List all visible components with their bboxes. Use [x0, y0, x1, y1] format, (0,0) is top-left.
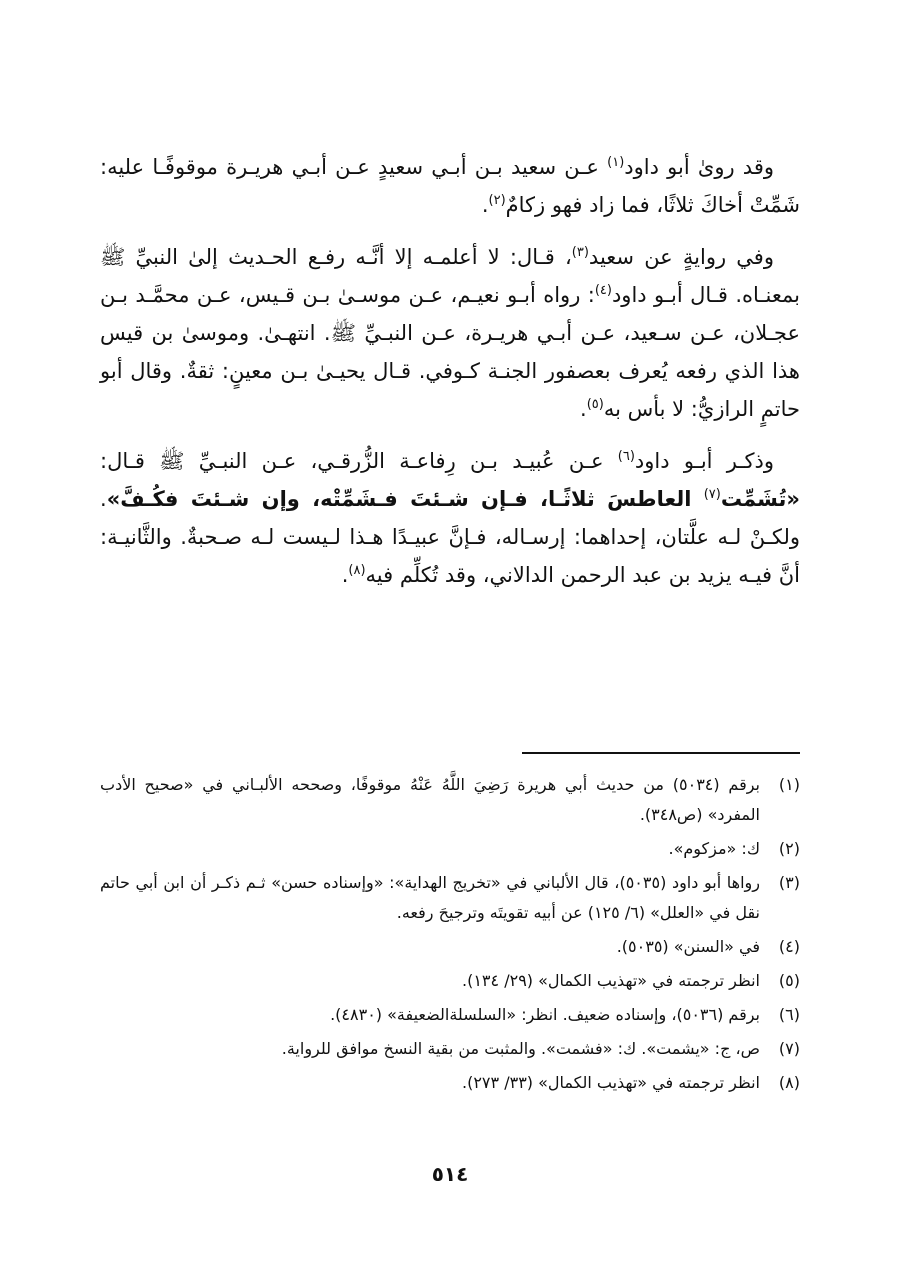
footnote-text: ك: «مزكوم».	[668, 839, 760, 858]
footnote-text: رواها أبو داود (٥٠٣٥)، قال الألباني في «تخريج الهداية»: «وإسناده حسن» ثـم ذكـر أن ابن أبي حاتم نقل في «العلل» (٦/ ١٢٥) عن أبيه تقويتَه وترجيحَ رفعه.	[100, 873, 761, 922]
footnote-number: (٤)	[778, 937, 800, 956]
footnote	[100, 868, 800, 928]
text-run: .	[341, 563, 349, 587]
footnote-ref[interactable]: (٧)	[703, 487, 721, 502]
footnote-text: ص، ج: «يشمت». ك: «فشمت». والمثبت من بقية النسخ موافق للرواية.	[281, 1039, 760, 1058]
footnote	[100, 770, 800, 830]
footnote-number: (٨)	[778, 1073, 800, 1092]
hadith-quote: «تُشَمِّت	[720, 487, 800, 511]
text-run: وفي روايةٍ عن سعيد	[588, 245, 774, 269]
text-run: عـن سعيد بـن أبـي سعيدٍ عـن أبـي هريـرة موقوفًـا عليه: شَمِّتْ أخاكَ ثلاثًا، فما زاد فهو زكامٌ	[100, 155, 800, 217]
hadith-quote: العاطسَ ثلاثًـا، فـإن شـئتَ فـشَمِّتْه، وإن شـئتَ فكُـفَّ»	[106, 487, 704, 511]
footnote-ref[interactable]: (١)	[607, 155, 625, 170]
footnote-ref[interactable]: (٦)	[617, 449, 635, 464]
footnote-number: (٢)	[778, 839, 800, 858]
footnote-number: (٦)	[778, 1005, 800, 1024]
text-run: ، قـال: لا أعلمـه إلا أنَّـه رفـع الحـديث إلىٰ النبيِّ ﷺ بمعنـاه. قـال أبـو داود	[100, 245, 800, 307]
main-text	[100, 148, 800, 608]
footnote	[100, 1034, 800, 1064]
footnotes	[100, 770, 800, 1102]
footnote-ref[interactable]: (٢)	[488, 193, 506, 208]
footnote-text: انظر ترجمته في «تهذيب الكمال» (٣٣/ ٢٧٣).	[462, 1073, 760, 1092]
paragraph-1	[100, 148, 800, 224]
footnote	[100, 932, 800, 962]
footnote-number: (٣)	[778, 873, 800, 892]
footnote-ref[interactable]: (٤)	[594, 283, 612, 298]
footnote-ref[interactable]: (٥)	[586, 397, 604, 412]
footnote	[100, 1068, 800, 1098]
page-number: ٥١٤	[431, 1162, 469, 1186]
footnote-number: (١)	[778, 775, 800, 794]
footnote	[100, 834, 800, 864]
footnote-number: (٧)	[778, 1039, 800, 1058]
text-run: .	[481, 193, 489, 217]
text-run: : رواه أبـو نعيـم، عـن موسـىٰ بـن قـيس، عـن محمَّـد بـن عجـلان، عـن سـعيد، عـن أبـي هريـرة، عـن النبـيِّ ﷺ. انتهـىٰ. وموسىٰ بن قيس هذا الذي رفعه يُعرف بعصفور الجنـة كـوفي. قـال يحيـىٰ بـن معينٍ: ثقةٌ. وقال أبو حاتمٍ الرازيُّ: لا بأس به	[100, 283, 800, 421]
footnote-text: في «السنن» (٥٠٣٥).	[616, 937, 760, 956]
footnote-ref[interactable]: (٨)	[348, 563, 366, 578]
paragraph-3	[100, 442, 800, 594]
paragraph-2	[100, 238, 800, 428]
footnote-number: (٥)	[778, 971, 800, 990]
text-run: عـن عُبيـد بـن رِفاعـة الزُّرقـي، عـن النبـيِّ ﷺ قـال:	[100, 449, 618, 473]
footnote-separator	[522, 752, 800, 754]
footnote-text: انظر ترجمته في «تهذيب الكمال» (٢٩/ ١٣٤).	[462, 971, 760, 990]
text-run: .	[580, 397, 587, 421]
footnote-ref[interactable]: (٣)	[571, 245, 589, 260]
footnote	[100, 966, 800, 996]
footnote	[100, 1000, 800, 1030]
text-run: . ولكـنْ لـه علَّتان، إحداهما: إرسـاله، فـإنَّ عبيـدًا هـذا لـيست لـه صـحبةٌ. والثَّانيـة: أنَّ فيـه يزيد بن عبد الرحمن الدالاني، وقد تُكلِّم فيه	[100, 487, 800, 587]
text-run: وذكـر أبـو داود	[634, 449, 774, 473]
footnote-text: برقم (٥٠٣٦)، وإسناده ضعيف. انظر: «السلسلةالضعيفة» (٤٨٣٠).	[330, 1005, 760, 1024]
footnote-text: برقم (٥٠٣٤) من حديث أبي هريرة رَضِيَ اللَّهُ عَنْهُ موقوفًا، وصححه الألبـاني في «صحيح الأدب المفرد» (ص٣٤٨).	[100, 775, 761, 824]
text-run: وقد روىٰ أبو داود	[624, 155, 775, 179]
